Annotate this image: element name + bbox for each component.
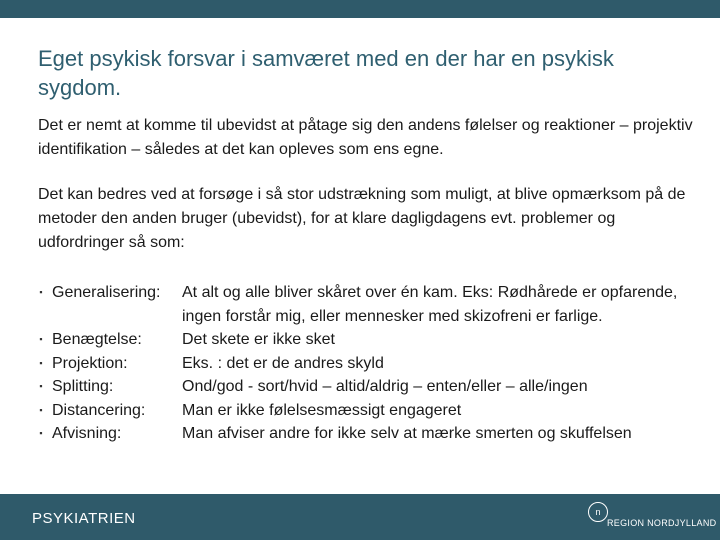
- region-nordjylland-logo-icon: n: [588, 502, 608, 522]
- region-name: REGION NORDJYLLAND: [607, 518, 717, 528]
- square-bullet-icon: ▪: [39, 428, 43, 438]
- list-item: [30, 352, 690, 376]
- square-bullet-icon: ▪: [39, 287, 43, 297]
- list-item-term: Benægtelse:: [52, 331, 142, 348]
- square-bullet-icon: ▪: [39, 404, 43, 415]
- top-accent-bar: [0, 0, 720, 18]
- square-bullet-icon: ▪: [39, 381, 43, 391]
- list-item: [30, 328, 690, 352]
- defense-mechanism-list: [30, 281, 690, 446]
- list-item-term: Generalisering:: [52, 284, 161, 301]
- list-item: [30, 422, 690, 446]
- list-item: [30, 375, 690, 399]
- list-item-term: Projektion:: [52, 354, 128, 372]
- square-bullet-icon: ▪: [39, 334, 43, 344]
- slide-title: Eget psykisk forsvar i samværet med en der har en psykisk sygdom.: [38, 46, 614, 100]
- list-item-term: Afvisning:: [52, 425, 122, 442]
- list-item: [30, 399, 690, 423]
- list-item: [30, 281, 690, 328]
- list-item-term: Splitting:: [52, 378, 114, 395]
- square-bullet-icon: ▪: [39, 357, 43, 368]
- list-item-description: Eks. : det er de andres skyld: [182, 354, 384, 372]
- list-item-description: Det skete er ikke sket: [182, 331, 335, 348]
- intro-paragraph: Det er nemt at komme til ubevidst at påtage sig den andens følelser og reaktioner – projektiv identifikation – således at det kan opleves som ens egne.: [38, 117, 693, 158]
- psykiatrien-logo: PSYKIATRIEN: [32, 510, 136, 527]
- list-item-description: Man afviser andre for ikke selv at mærke smerten og skuffelsen: [182, 425, 632, 442]
- list-item-description: Man er ikke følelsesmæssigt engageret: [182, 401, 462, 419]
- list-item-description: At alt og alle bliver skåret over én kam. Eks: Rødhårede er opfarende, ingen forstår mig, eller mennesker med skizofreni er farlige.: [182, 284, 678, 325]
- list-item-term: Distancering:: [52, 401, 146, 419]
- list-item-description: Ond/god - sort/hvid – altid/aldrig – enten/eller – alle/ingen: [182, 378, 588, 395]
- second-paragraph: Det kan bedres ved at forsøge i så stor udstrækning som muligt, at blive opmærksom på de metoder den anden bruger (ubevidst), for at klare dagligdagens evt. problemer og udfordringer så som:: [38, 186, 686, 251]
